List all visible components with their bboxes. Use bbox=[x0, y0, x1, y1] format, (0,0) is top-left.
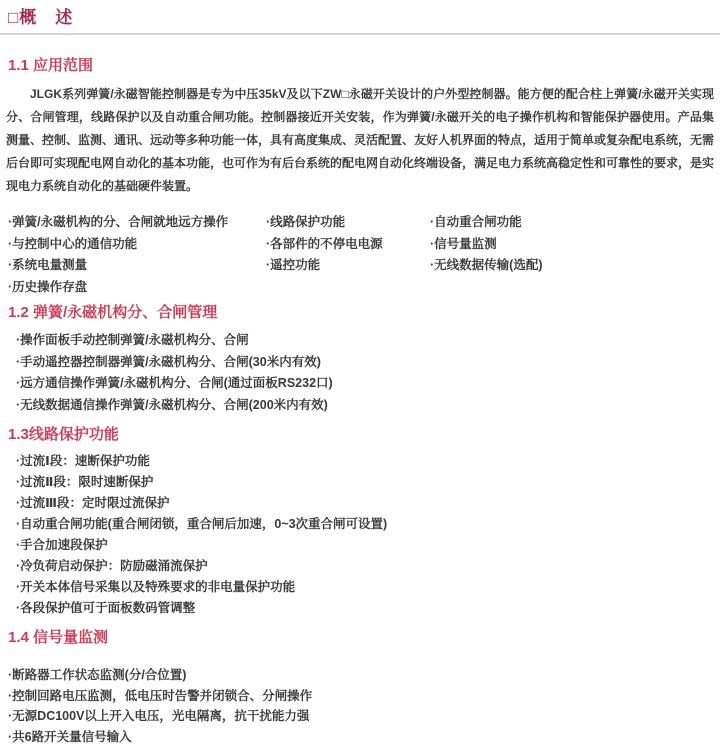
section-heading-line-protection: 1.3线路保护功能 bbox=[8, 425, 720, 445]
list-item: ·操作面板手动控制弹簧/永磁机构分、合闸 bbox=[16, 330, 720, 352]
feature-column-3 bbox=[430, 212, 720, 277]
list-item: ·控制回路电压监测，低电压时告警并闭锁合、分闸操作 bbox=[8, 686, 720, 707]
list-item: ·自动重合闸功能(重合闸闭锁，重合闸后加速，0~3次重合闸可设置) bbox=[16, 514, 720, 535]
list-item: ·系统电量测量 bbox=[8, 255, 266, 277]
switch-management-list bbox=[0, 330, 720, 416]
list-item: ·过流Ⅱ段：限时速断保护 bbox=[16, 472, 720, 493]
list-item: ·过流Ⅲ段：定时限过流保护 bbox=[16, 493, 720, 514]
list-item: ·过流Ⅰ段：速断保护功能 bbox=[16, 451, 720, 472]
list-item: ·与控制中心的通信功能 bbox=[8, 234, 266, 256]
list-item: ·冷负荷启动保护：防励磁涌流保护 bbox=[16, 556, 720, 577]
list-item: ·无线数据通信操作弹簧/永磁机构分、合闸(200米内有效) bbox=[16, 395, 720, 417]
list-item: ·自动重合闸功能 bbox=[430, 212, 720, 234]
list-item: ·无线数据传输(选配) bbox=[430, 255, 720, 277]
list-item: ·手合加速段保护 bbox=[16, 535, 720, 556]
feature-list bbox=[8, 212, 720, 298]
list-item: ·历史操作存盘 bbox=[8, 277, 266, 299]
list-item: ·无源DC100V以上开入电压，光电隔离，抗干扰能力强 bbox=[8, 706, 720, 727]
title-divider bbox=[0, 33, 720, 35]
feature-column-2 bbox=[266, 212, 430, 277]
list-item: ·各段保护值可于面板数码管调整 bbox=[16, 598, 720, 619]
section-heading-application-scope: 1.1 应用范围 bbox=[8, 56, 720, 76]
page-title: □概 述 bbox=[0, 0, 720, 29]
section-heading-signal-monitoring: 1.4 信号量监测 bbox=[8, 628, 720, 648]
list-item: ·共6路开关量信号输入 bbox=[8, 727, 720, 747]
list-item: ·手动遥控器控制器弹簧/永磁机构分、合闸(30米内有效) bbox=[16, 352, 720, 374]
section-heading-switch-management: 1.2 弹簧/永磁机构分、合闸管理 bbox=[8, 303, 720, 323]
feature-column-1 bbox=[8, 212, 266, 298]
list-item: ·各部件的不停电电源 bbox=[266, 234, 430, 256]
line-protection-list bbox=[0, 451, 720, 619]
list-item: ·遥控功能 bbox=[266, 255, 430, 277]
list-item: ·线路保护功能 bbox=[266, 212, 430, 234]
list-item: ·弹簧/永磁机构的分、合闸就地远方操作 bbox=[8, 212, 266, 234]
intro-paragraph: JLGK系列弹簧/永磁智能控制器是专为中压35kV及以下ZW□永磁开关设计的户外型控制器。能方便的配合柱上弹簧/永磁开关实现分、合闸管理，线路保护以及自动重合闸功能。控制器接近开关安装，作为弹簧/永磁开关的电子操作机构和智能保护器使用。产品集测量、控制、监测、通讯、远动等多种功能一体，具有高度集成、灵活配置、友好人机界面的特点，适用于简单或复杂配电系统，无需后台即可实现配电网自动化的基本功能，也可作为有后台系统的配电网自动化终端设备，满足电力系统高稳定性和可靠性的要求，是实现电力系统自动化的基础硬件装置。 bbox=[6, 83, 714, 198]
signal-monitoring-list bbox=[0, 665, 720, 747]
list-item: ·开关本体信号采集以及特殊要求的非电量保护功能 bbox=[16, 577, 720, 598]
list-item: ·断路器工作状态监测(分/合位置) bbox=[8, 665, 720, 686]
list-item: ·信号量监测 bbox=[430, 234, 720, 256]
list-item: ·远方通信操作弹簧/永磁机构分、合闸(通过面板RS232口) bbox=[16, 373, 720, 395]
